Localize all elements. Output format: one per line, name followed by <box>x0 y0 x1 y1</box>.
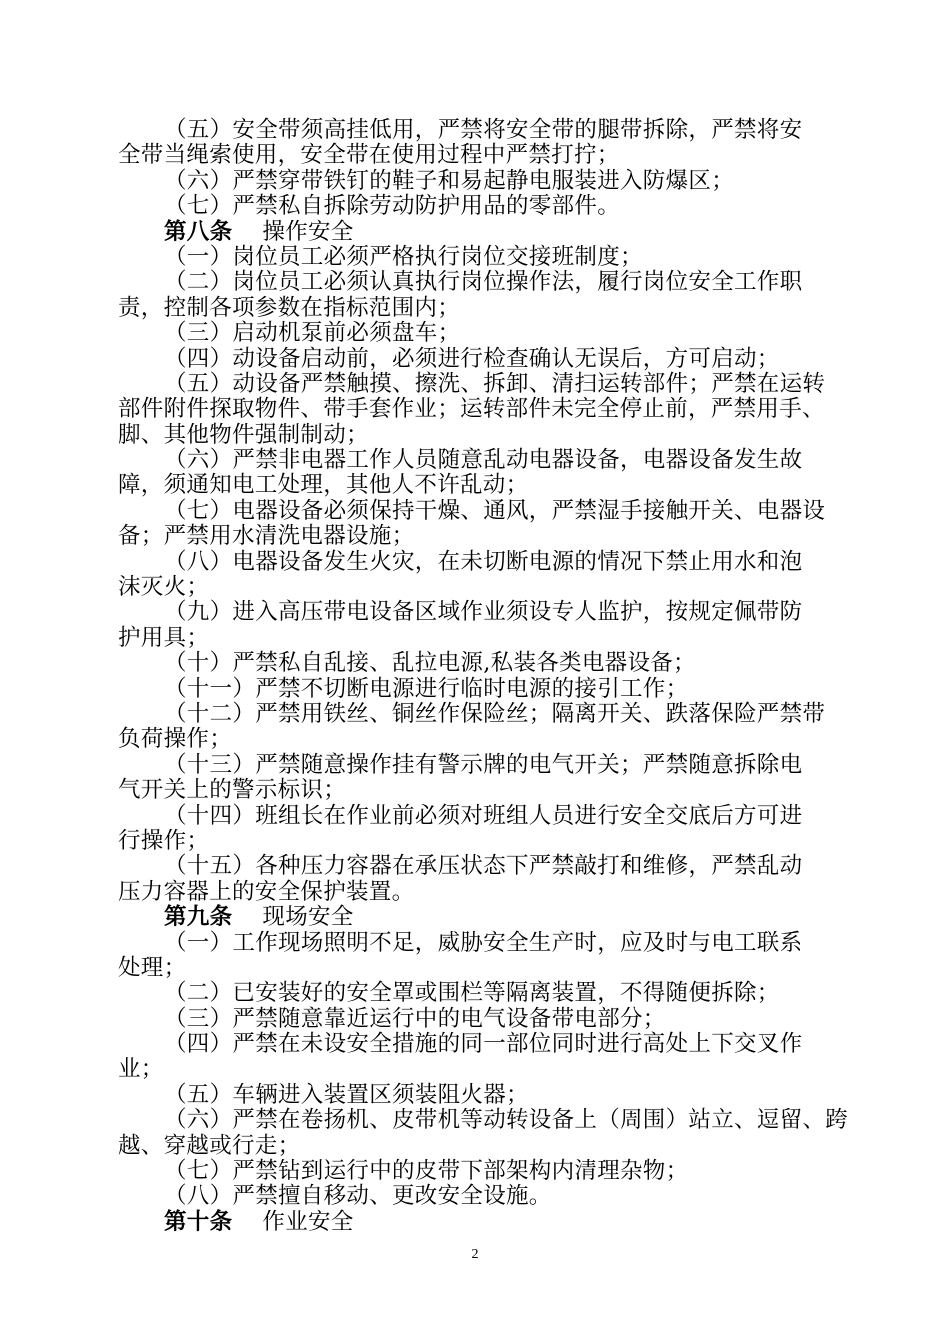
clause-line: （四）动设备启动前，必须进行检查确认无误后，方可启动； <box>164 345 780 372</box>
clause-line: （九）进入高压带电设备区域作业须设专人监护，按规定佩带防 <box>164 599 803 626</box>
clause-continuation-line: 备；严禁用水清洗电器设施； <box>118 523 415 550</box>
clause-line: （十五）各种压力容器在承压状态下严禁敲打和维修，严禁乱动 <box>164 853 803 880</box>
article-heading <box>118 220 842 245</box>
clause-line: （二）岗位员工必须认真执行岗位操作法，履行岗位安全工作职 <box>164 269 803 296</box>
article-number: 第十条 <box>164 1208 233 1235</box>
clause-line: （二）已安装好的安全罩或围栏等隔离装置，不得随便拆除； <box>164 980 780 1007</box>
page-number: 2 <box>471 1247 479 1262</box>
clause-line: （十四）班组长在作业前必须对班组人员进行安全交底后方可进 <box>164 802 803 829</box>
clause-continuation-line: 全带当绳索使用，安全带在使用过程中严禁打拧； <box>118 142 620 169</box>
article-heading <box>118 1210 842 1235</box>
clause-continuation-line: 部件附件探取物件、带手套作业；运转部件未完全停止前，严禁用手、 <box>118 396 825 423</box>
clause-line: （七）严禁钻到运行中的皮带下部架构内清理杂物； <box>164 1158 689 1185</box>
clause-line: （十三）严禁随意操作挂有警示牌的电气开关；严禁随意拆除电 <box>164 751 803 778</box>
clause-continuation-line: 业； <box>118 1056 164 1083</box>
clause-line: （五）动设备严禁触摸、擦洗、拆卸、清扫运转部件；严禁在运转 <box>164 370 826 397</box>
clause-line: （十）严禁私自乱接、乱拉电源,私装各类电器设备； <box>164 650 696 677</box>
clause-line: （四）严禁在未设安全措施的同一部位同时进行高处上下交叉作 <box>164 1031 803 1058</box>
article-heading <box>118 905 842 930</box>
clause-line: （六）严禁非电器工作人员随意乱动电器设备，电器设备发生故 <box>164 447 803 474</box>
clause-line: （三）启动机泵前必须盘车； <box>164 320 461 347</box>
document-body <box>118 117 849 1235</box>
clause-line: （十一）严禁不切断电源进行临时电源的接引工作； <box>164 675 689 702</box>
clause-line: （七）严禁私自拆除劳动防护用品的零部件。 <box>164 193 621 220</box>
article-number: 第八条 <box>164 218 233 245</box>
clause-line: （十二）严禁用铁丝、铜丝作保险丝；隔离开关、跌落保险严禁带 <box>164 700 826 727</box>
article-title: 现场安全 <box>262 904 354 931</box>
clause-line: （一）岗位员工必须严格执行岗位交接班制度； <box>164 243 643 270</box>
clause-line: （一）工作现场照明不足，威胁安全生产时，应及时与电工联系 <box>164 929 803 956</box>
clause-continuation-line: 处理； <box>118 954 187 981</box>
clause-continuation-line: 气开关上的警示标识； <box>118 777 347 804</box>
clause-line: （五）车辆进入装置区须装阻火器； <box>164 1081 529 1108</box>
clause-continuation-line: 行操作； <box>118 827 210 854</box>
clause-continuation-line: 沫灭火； <box>118 574 210 601</box>
clause-line: （六）严禁在卷扬机、皮带机等动转设备上（周围）站立、逗留、跨 <box>164 1107 849 1134</box>
clause-continuation-line: 脚、其他物件强制制动； <box>118 421 369 448</box>
clause-continuation-line: 负荷操作； <box>118 726 233 753</box>
clause-line: （六）严禁穿带铁钉的鞋子和易起静电服装进入防爆区； <box>164 167 735 194</box>
clause-line: （七）电器设备必须保持干燥、通风，严禁湿手接触开关、电器设 <box>164 497 826 524</box>
article-title: 操作安全 <box>262 218 354 245</box>
clause-continuation-line: 障，须通知电工处理，其他人不许乱动； <box>118 472 529 499</box>
clause-continuation-line: 压力容器上的安全保护装置。 <box>118 878 415 905</box>
clause-continuation-line: 护用具； <box>118 624 210 651</box>
clause-line: （三）严禁随意靠近运行中的电气设备带电部分； <box>164 1005 666 1032</box>
clause-continuation-line: 越、穿越或行走； <box>118 1132 301 1159</box>
clause-continuation-line: 责，控制各项参数在指标范围内； <box>118 294 461 321</box>
article-number: 第九条 <box>164 904 233 931</box>
clause-line: （五）安全带须高挂低用，严禁将安全带的腿带拆除，严禁将安 <box>164 117 803 143</box>
clause-line: （八）严禁擅自移动、更改安全设施。 <box>164 1183 552 1210</box>
article-title: 作业安全 <box>262 1208 354 1235</box>
clause-line: （八）电器设备发生火灾，在未切断电源的情况下禁止用水和泡 <box>164 548 803 575</box>
